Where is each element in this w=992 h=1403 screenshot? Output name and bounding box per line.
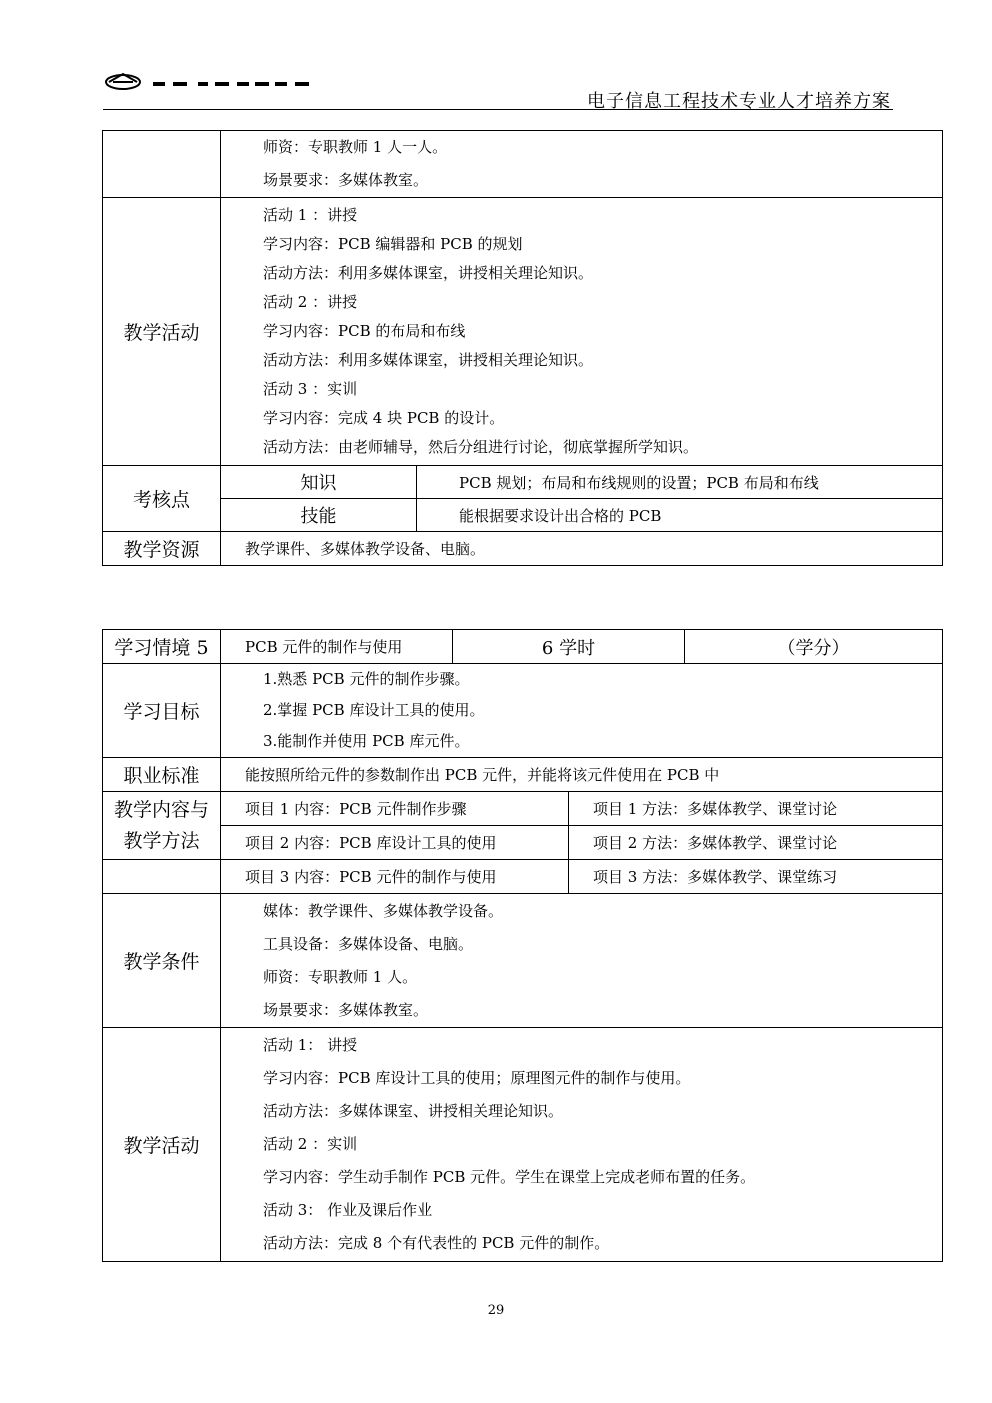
activity-line: 学习内容：PCB 编辑器和 PCB 的规划 <box>263 235 523 253</box>
header-rule <box>103 109 893 110</box>
cont-line: 场景要求：多媒体教室。 <box>263 171 429 189</box>
table-row <box>103 792 943 826</box>
table-row <box>103 532 943 566</box>
activity-line: 活动 1： 讲授 <box>263 1036 358 1054</box>
table-row <box>103 758 943 792</box>
table-continued <box>102 130 943 566</box>
table-row <box>103 131 943 198</box>
activity-line: 活动 3 ：实训 <box>263 380 358 398</box>
activity-line: 活动 1 ：讲授 <box>263 206 358 224</box>
activity-line: 活动方法：由老师辅导，然后分组进行讨论，彻底掌握所学知识。 <box>263 438 699 456</box>
goal-line: 3.能制作并使用 PCB 库元件。 <box>263 732 470 750</box>
school-logo <box>103 70 343 92</box>
table-row <box>103 860 943 894</box>
label-cell-empty <box>103 131 221 198</box>
goal-label: 学习目标 <box>103 664 221 758</box>
activity-line: 活动方法：利用多媒体课室，讲授相关理论知识。 <box>263 351 594 369</box>
table-row <box>103 664 943 758</box>
skill-text: 能根据要求设计出合格的 PCB <box>417 499 943 532</box>
activity-line: 活动 2 ：讲授 <box>263 293 358 311</box>
activity-line: 学习内容：PCB 库设计工具的使用；原理图元件的制作与使用。 <box>263 1069 691 1087</box>
label-cell-empty <box>103 860 221 894</box>
content-label <box>103 792 221 860</box>
table-situation-5 <box>102 629 943 1262</box>
table-row <box>103 198 943 466</box>
resource-label: 教学资源 <box>103 532 221 566</box>
hours-cell: 6 学时 <box>453 630 685 664</box>
content-label-line: 教学内容与 <box>113 798 209 821</box>
goal-line: 1.熟悉 PCB 元件的制作步骤。 <box>263 670 470 688</box>
item-content: 项目 2 内容：PCB 库设计工具的使用 <box>221 826 569 860</box>
situation-label: 学习情境 5 <box>103 630 221 664</box>
item-method: 项目 1 方法：多媒体教学、课堂讨论 <box>569 792 943 826</box>
activity-label: 教学活动 <box>103 1028 221 1262</box>
table-row <box>103 826 943 860</box>
item-method: 项目 3 方法：多媒体教学、课堂练习 <box>569 860 943 894</box>
credits-cell: （学分） <box>685 630 943 664</box>
activity-line: 活动方法：多媒体课室、讲授相关理论知识。 <box>263 1102 564 1120</box>
item-method: 项目 2 方法：多媒体教学、课堂讨论 <box>569 826 943 860</box>
content-label-line: 教学方法 <box>123 829 200 852</box>
activity-label: 教学活动 <box>103 198 221 466</box>
table-row <box>103 894 943 1028</box>
page-header <box>103 66 893 110</box>
standard-text: 能按照所给元件的参数制作出 PCB 元件，并能将该元件使用在 PCB 中 <box>221 758 943 792</box>
header-title: 电子信息工程技术专业人才培养方案 <box>587 91 891 112</box>
knowledge-label: 知识 <box>221 466 417 499</box>
standard-label: 职业标准 <box>103 758 221 792</box>
table-row <box>103 466 943 499</box>
activity-line: 活动方法：利用多媒体课室，讲授相关理论知识。 <box>263 264 594 282</box>
goal-line: 2.掌握 PCB 库设计工具的使用。 <box>263 701 485 719</box>
item-content: 项目 1 内容：PCB 元件制作步骤 <box>221 792 569 826</box>
condition-line: 场景要求：多媒体教室。 <box>263 1000 429 1019</box>
table-row <box>103 630 943 664</box>
activity-line: 活动方法：完成 8 个有代表性的 PCB 元件的制作。 <box>263 1234 610 1252</box>
condition-label: 教学条件 <box>103 894 221 1028</box>
situation-name: PCB 元件的制作与使用 <box>221 630 453 664</box>
activity-line: 学习内容：完成 4 块 PCB 的设计。 <box>263 409 505 427</box>
cont-line: 师资：专职教师 1 人一人。 <box>263 138 448 156</box>
resource-text: 教学课件、多媒体教学设备、电脑。 <box>221 532 943 566</box>
skill-label: 技能 <box>221 499 417 532</box>
assess-label: 考核点 <box>103 466 221 532</box>
condition-line: 工具设备：多媒体设备、电脑。 <box>263 934 474 953</box>
activity-line: 学习内容：学生动手制作 PCB 元件。学生在课堂上完成老师布置的任务。 <box>263 1168 756 1186</box>
knowledge-text: PCB 规划；布局和布线规则的设置；PCB 布局和布线 <box>417 466 943 499</box>
table-row <box>103 499 943 532</box>
table-row <box>103 1028 943 1262</box>
activity-line: 活动 2 ：实训 <box>263 1135 358 1153</box>
page-number: 29 <box>487 1303 505 1318</box>
activity-line: 学习内容：PCB 的布局和布线 <box>263 322 466 340</box>
item-content: 项目 3 内容：PCB 元件的制作与使用 <box>221 860 569 894</box>
activity-line: 活动 3： 作业及课后作业 <box>263 1201 433 1219</box>
condition-line: 媒体：教学课件、多媒体教学设备。 <box>263 901 504 920</box>
condition-line: 师资：专职教师 1 人。 <box>263 967 418 986</box>
